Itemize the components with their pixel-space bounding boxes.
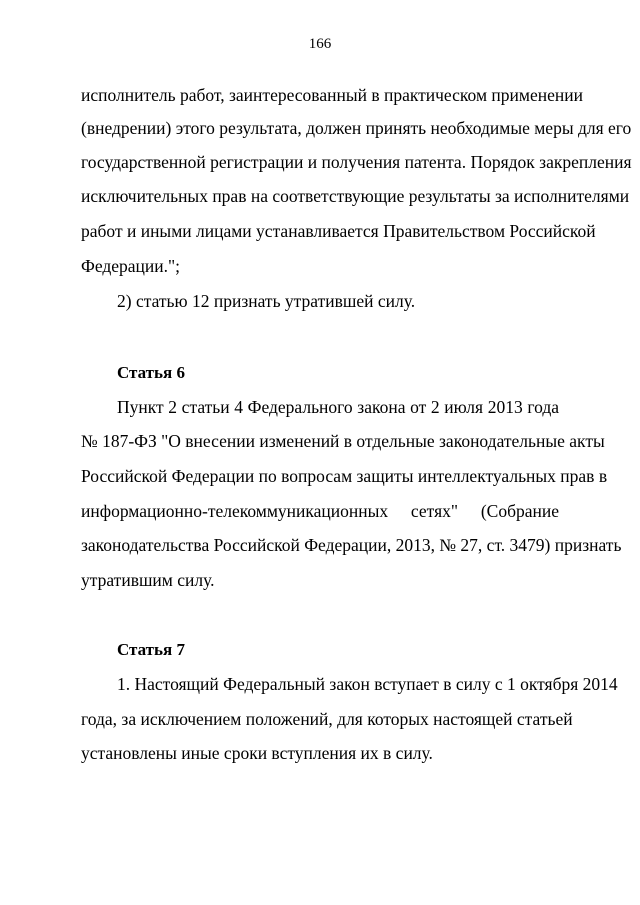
- text-line: утратившим силу.: [81, 570, 215, 590]
- page-number: 166: [308, 36, 332, 52]
- text-line: работ и иными лицами устанавливается Правительством Российской: [81, 221, 596, 241]
- text-line: Пункт 2 статьи 4 Федерального закона от 2 июля 2013 года: [117, 397, 559, 417]
- text-line: 1. Настоящий Федеральный закон вступает в силу с 1 октября 2014: [117, 674, 618, 694]
- text-line: информационно-телекоммуникационных сетях" (Собрание: [81, 501, 559, 521]
- article-6-heading: Статья 6: [117, 363, 185, 382]
- text-line: № 187-ФЗ "О внесении изменений в отдельные законодательные акты: [81, 431, 605, 451]
- article-7-heading: Статья 7: [117, 640, 185, 659]
- text-line: Российской Федерации по вопросам защиты интеллектуальных прав в: [81, 466, 608, 486]
- text-line: (внедрении) этого результата, должен принять необходимые меры для его: [81, 118, 632, 138]
- text-line: года, за исключением положений, для которых настоящей статьей: [81, 709, 573, 729]
- text-line: законодательства Российской Федерации, 2013, № 27, ст. 3479) признать: [81, 535, 622, 555]
- text-line: исполнитель работ, заинтересованный в практическом применении: [81, 85, 583, 105]
- text-line: установлены иные сроки вступления их в силу.: [81, 743, 433, 763]
- list-item-2: 2) статью 12 признать утратившей силу.: [117, 291, 416, 311]
- text-line: Федерации.";: [81, 256, 181, 276]
- text-line: государственной регистрации и получения патента. Порядок закрепления: [81, 152, 632, 172]
- text-line: исключительных прав на соответствующие результаты за исполнителями: [81, 186, 630, 206]
